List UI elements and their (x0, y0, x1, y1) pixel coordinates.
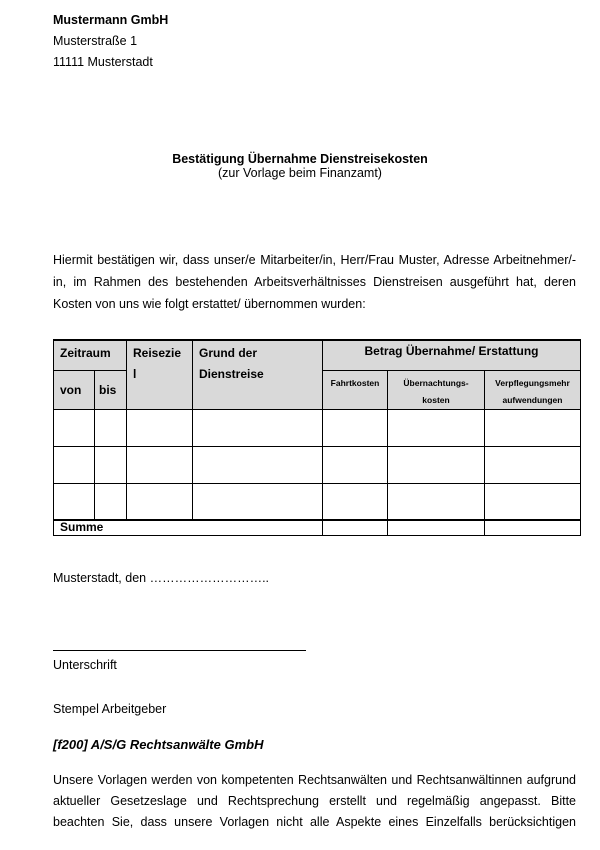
place-date-line: Musterstadt, den ……………………….. (53, 571, 270, 585)
cell-bis[interactable] (95, 409, 127, 446)
header-grund (193, 340, 323, 409)
table-row (54, 409, 581, 446)
cell-reiseziel[interactable] (127, 409, 193, 446)
summe-row (54, 520, 581, 536)
header-von: von (54, 370, 95, 409)
summe-verpflegung[interactable] (485, 520, 581, 536)
header-reiseziel-line2: l (133, 367, 137, 381)
body-paragraph: Hiermit bestätigen wir, dass unser/e Mitarbeiter/in, Herr/Frau Muster, Adresse Arbeitnehmer/-in, im Rahmen des bestehenden Arbeitsverhältnisses Dienstreisen ausgeführt hat, deren Kosten von uns wie folgt erstattet/ übernommen wurden: (53, 253, 576, 311)
sender-address (53, 10, 168, 73)
signature-label: Unterschrift (53, 658, 117, 672)
sender-company: Mustermann GmbH (53, 13, 169, 27)
cell-grund[interactable] (193, 446, 323, 483)
sender-city: 11111 Musterstadt (53, 55, 153, 69)
header-uebernachtung-line1: Übernachtungs- (403, 377, 469, 388)
cell-verpflegung[interactable] (485, 409, 581, 446)
cell-fahrtkosten[interactable] (323, 409, 388, 446)
header-uebernachtung (388, 370, 485, 409)
cell-grund[interactable] (193, 483, 323, 520)
header-grund-line2: Dienstreise (199, 367, 264, 381)
cell-bis[interactable] (95, 446, 127, 483)
cell-uebernachtung[interactable] (388, 446, 485, 483)
sender-street: Musterstraße 1 (53, 34, 138, 48)
cell-reiseziel[interactable] (127, 483, 193, 520)
header-grund-line1: Grund der (199, 346, 258, 360)
footer-text: Unsere Vorlagen werden von kompetenten Rechtsanwälten und Rechtsanwältinnen aufgrund aktueller Gesetzeslage und Rechtsprechung erstellt und regelmäßig angepasst. Bitte beachten Sie, dass unsere Vorlagen nicht alle Aspekte eines Einzelfalls berücksichtigen (53, 773, 576, 829)
table-row (54, 483, 581, 520)
footer-title: [f200] A/S/G Rechtsanwälte GmbH (53, 737, 264, 752)
cell-verpflegung[interactable] (485, 483, 581, 520)
cell-reiseziel[interactable] (127, 446, 193, 483)
header-fahrtkosten: Fahrtkosten (323, 370, 388, 409)
header-betrag: Betrag Übernahme/ Erstattung (323, 340, 581, 370)
header-verpflegung-line2: aufwendungen (502, 394, 563, 405)
cell-verpflegung[interactable] (485, 446, 581, 483)
summe-fahrtkosten[interactable] (323, 520, 388, 536)
expense-table (53, 339, 581, 536)
document-title: Bestätigung Übernahme Dienstreisekosten (172, 152, 428, 166)
cell-uebernachtung[interactable] (388, 483, 485, 520)
header-reiseziel (127, 340, 193, 409)
summe-uebernachtung[interactable] (388, 520, 485, 536)
cell-von[interactable] (54, 446, 95, 483)
cell-uebernachtung[interactable] (388, 409, 485, 446)
cell-fahrtkosten[interactable] (323, 446, 388, 483)
document-subtitle: (zur Vorlage beim Finanzamt) (218, 166, 382, 180)
stamp-label: Stempel Arbeitgeber (53, 702, 167, 716)
cell-grund[interactable] (193, 409, 323, 446)
header-zeitraum: Zeitraum (54, 340, 127, 370)
document-heading (0, 152, 600, 180)
header-bis: bis (95, 370, 127, 409)
cell-von[interactable] (54, 483, 95, 520)
cell-von[interactable] (54, 409, 95, 446)
header-verpflegung-line1: Verpflegungsmehr (495, 377, 570, 388)
header-verpflegung (485, 370, 581, 409)
table-row (54, 446, 581, 483)
signature-line (53, 650, 306, 651)
cell-bis[interactable] (95, 483, 127, 520)
summe-label: Summe (54, 520, 323, 536)
header-uebernachtung-line2: kosten (422, 394, 450, 405)
header-reiseziel-line1: Reisezie (133, 346, 182, 360)
cell-fahrtkosten[interactable] (323, 483, 388, 520)
